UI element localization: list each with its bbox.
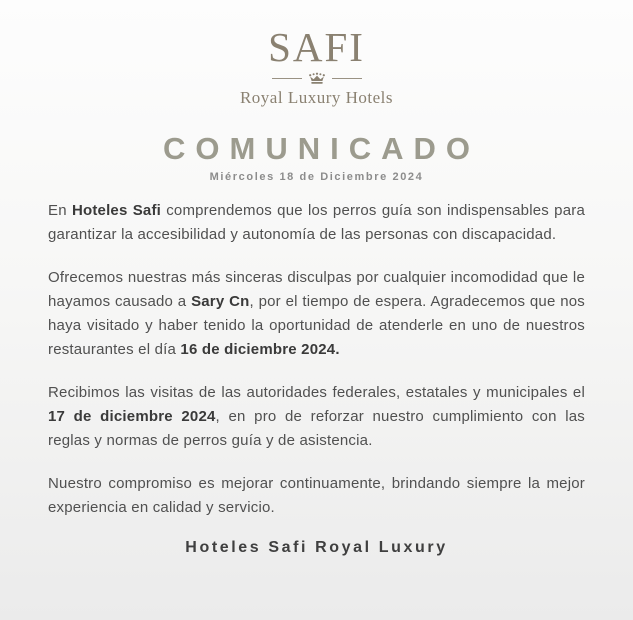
paragraph-text: En bbox=[48, 202, 72, 219]
brand-tagline: Royal Luxury Hotels bbox=[239, 88, 394, 107]
divider-line-right bbox=[332, 78, 362, 79]
title-block bbox=[0, 132, 633, 183]
logo-divider bbox=[0, 71, 633, 85]
page-title: COMUNICADO bbox=[163, 131, 480, 166]
paragraph-text: Recibimos las visitas de las autoridades federales, estatales y municipales el bbox=[48, 384, 585, 401]
brand-name: SAFI bbox=[268, 24, 365, 70]
brand-logo bbox=[0, 26, 633, 108]
paragraph-text: Ofrecemos nuestras más sinceras disculpas por cualquier incomodidad que le hayamos causado a bbox=[48, 269, 585, 310]
paragraph bbox=[48, 381, 585, 453]
paragraph bbox=[48, 472, 585, 520]
paragraph-bold-text: 17 de diciembre 2024 bbox=[48, 408, 216, 425]
paragraph-bold-text: Hoteles Safi bbox=[71, 202, 162, 219]
paragraph-bold-text: Sary Cn bbox=[191, 293, 250, 310]
paragraph-bold-text: 16 de diciembre 2024. bbox=[180, 341, 340, 358]
paragraph-text: Nuestro compromiso es mejorar continuamente, brindando siempre la mejor experiencia en calidad y servicio. bbox=[48, 475, 585, 516]
divider-line-left bbox=[272, 78, 302, 79]
paragraph-text: , por el tiempo de espera. Agradecemos que nos haya visitado y haber tenido la oportunidad de atenderle en uno de nuestros restaurantes el día bbox=[48, 293, 585, 358]
paragraph-text: comprendemos que los perros guía son indispensables para garantizar la accesibilidad y autonomía de las personas con discapacidad. bbox=[48, 202, 585, 243]
body-content bbox=[0, 199, 633, 520]
paragraph bbox=[48, 266, 585, 362]
crown-icon bbox=[307, 72, 327, 85]
footer-signature: Hoteles Safi Royal Luxury bbox=[185, 539, 448, 556]
paragraph bbox=[48, 199, 585, 247]
paragraph-text: , en pro de reforzar nuestro cumplimiento con las reglas y normas de perros guía y de asistencia. bbox=[48, 408, 585, 449]
date-line: Miércoles 18 de Diciembre 2024 bbox=[209, 171, 424, 183]
